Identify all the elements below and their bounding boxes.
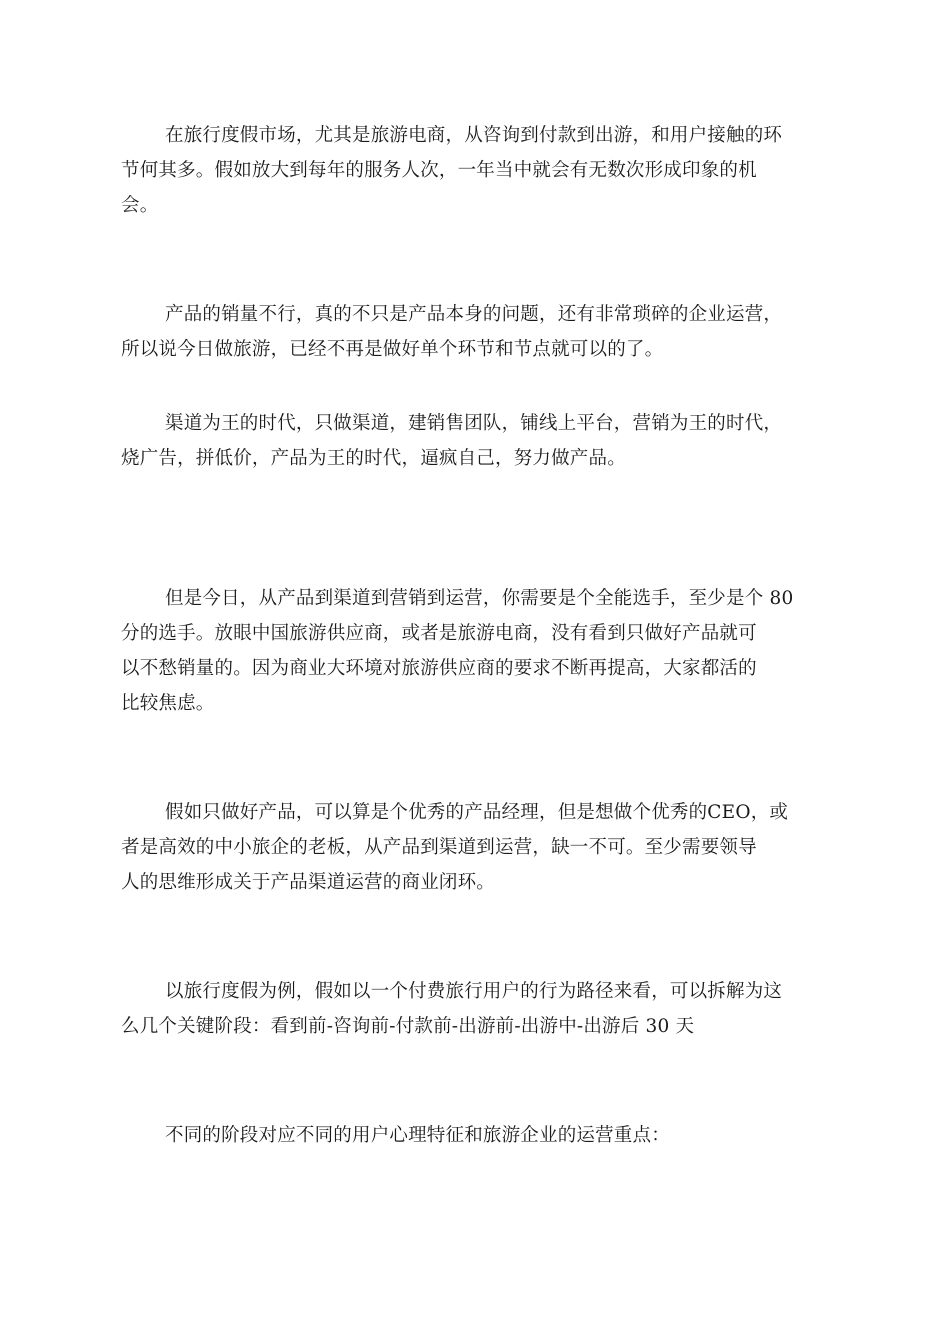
paragraph-line: 但是今日，从产品到渠道到营销到运营，你需要是个全能选手，至少是个 80 (165, 588, 794, 609)
paragraph-7 (143, 1118, 805, 1153)
paragraph-line: 以不愁销量的。因为商业大环境对旅游供应商的要求不断再提高，大家都活的 (121, 658, 757, 679)
paragraph-4 (121, 581, 805, 721)
paragraph-line: 人的思维形成关于产品渠道运营的商业闭环。 (121, 872, 496, 893)
paragraph-line: 在旅行度假市场，尤其是旅游电商，从咨询到付款到出游，和用户接触的环 (165, 125, 783, 146)
paragraph-2 (121, 297, 805, 367)
paragraph-line: 所以说今日做旅游，已经不再是做好单个环节和节点就可以的了。 (121, 339, 664, 360)
paragraph-line: 分的选手。放眼中国旅游供应商，或者是旅游电商，没有看到只做好产品就可 (121, 623, 757, 644)
paragraph-1 (121, 118, 805, 223)
paragraph-line: 产品的销量不行，真的不只是产品本身的问题，还有非常琐碎的企业运营， (165, 304, 783, 325)
paragraph-line: 假如只做好产品，可以算是个优秀的产品经理，但是想做个优秀的CEO，或 (165, 802, 789, 823)
paragraph-line: 渠道为王的时代，只做渠道，建销售团队，铺线上平台，营销为王的时代， (165, 413, 783, 434)
paragraph-line: 会。 (121, 195, 159, 216)
paragraph-6 (121, 974, 805, 1044)
paragraph-line: 不同的阶段对应不同的用户心理特征和旅游企业的运营重点： (165, 1125, 670, 1146)
paragraph-line: 节何其多。假如放大到每年的服务人次，一年当中就会有无数次形成印象的机 (121, 160, 757, 181)
paragraph-line: 比较焦虑。 (121, 693, 215, 714)
paragraph-3 (121, 406, 805, 476)
paragraph-line: 么几个关键阶段：看到前-咨询前-付款前-出游前-出游中-出游后 30 天 (121, 1016, 695, 1037)
paragraph-line: 以旅行度假为例，假如以一个付费旅行用户的行为路径来看，可以拆解为这 (165, 981, 783, 1002)
paragraph-5 (121, 795, 805, 900)
paragraph-line: 烧广告，拼低价，产品为王的时代，逼疯自己，努力做产品。 (121, 448, 626, 469)
paragraph-line: 者是高效的中小旅企的老板，从产品到渠道到运营，缺一不可。至少需要领导 (121, 837, 757, 858)
